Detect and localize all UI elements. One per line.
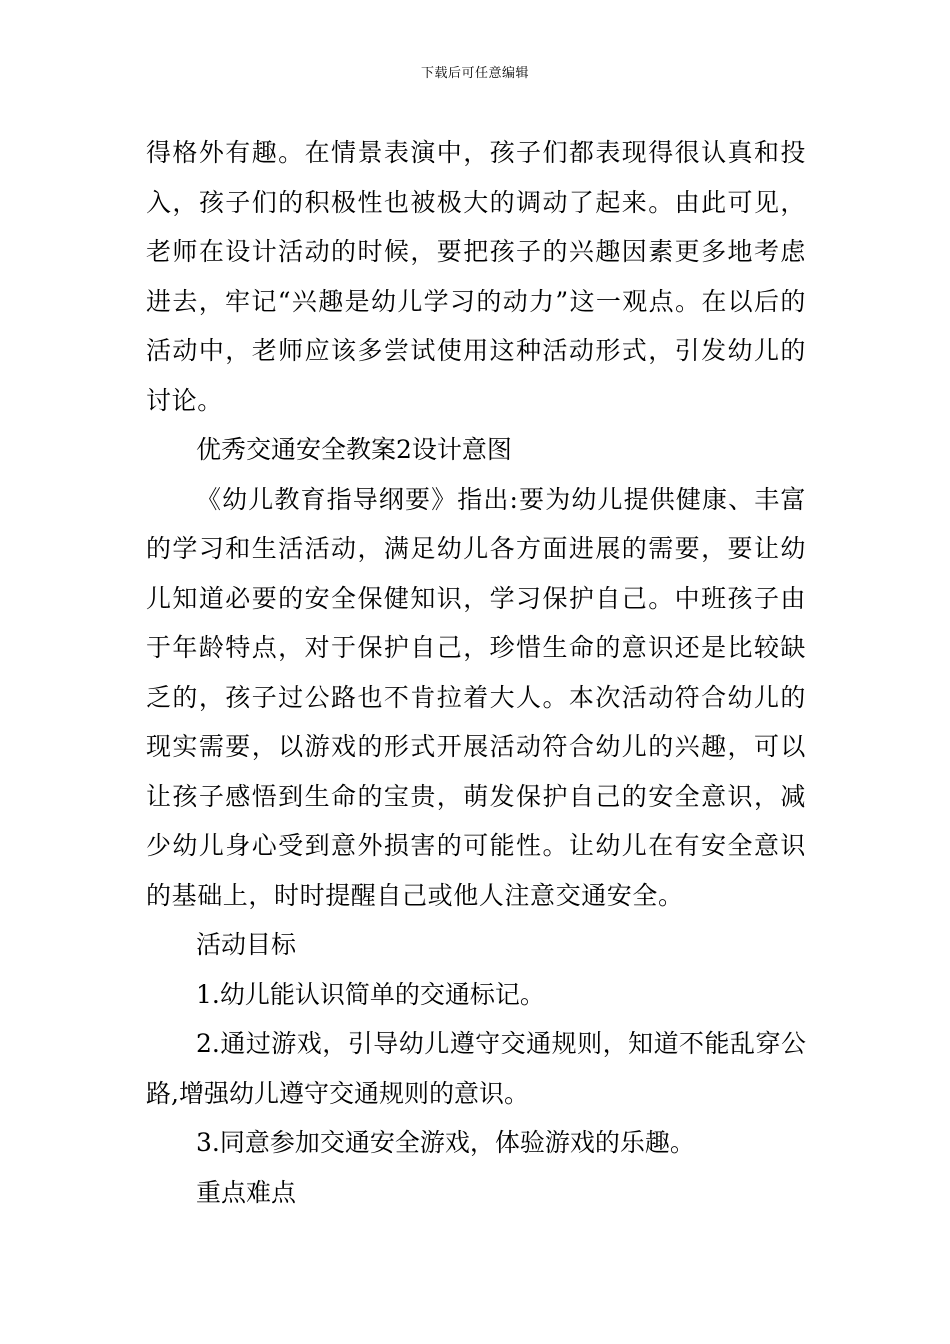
page-header-note: 下载后可任意编辑 (420, 66, 529, 81)
goal-item-1: 1.幼儿能认识简单的交通标记。 (196, 979, 545, 1009)
document-body (146, 128, 806, 1217)
goal-item-3: 3.同意参加交通安全游戏，体验游戏的乐趣。 (196, 1128, 695, 1157)
section-heading-activity-goals: 活动目标 (196, 930, 297, 959)
section-heading-design-intent: 优秀交通安全教案2设计意图 (196, 435, 512, 464)
section-heading-key-points: 重点难点 (196, 1177, 297, 1207)
paragraph-design-intent: 《幼儿教育指导纲要》指出:要为幼儿提供健康、丰富的学习和生活活动，满足幼儿各方面进展的需要，要让幼儿知道必要的安全保健知识，学习保护自己。中班孩子由于年龄特点，对于保护自己，珍惜生命的意识还是比较缺乏的，孩子过公路也不肯拉着大人。本次活动符合幼儿的现实需要，以游戏的形式开展活动符合幼儿的兴趣，可以让孩子感悟到生命的宝贵，萌发保护自己的安全意识，减少幼儿身心受到意外损害的可能性。让幼儿在有安全意识的基础上，时时提醒自己或他人注意交通安全。 (146, 484, 806, 910)
goal-item-2: 2.通过游戏，引导幼儿遵守交通规则，知道不能乱穿公路,增强幼儿遵守交通规则的意识。 (146, 1029, 806, 1108)
paragraph-reflection-conclusion: 得格外有趣。在情景表演中，孩子们都表现得很认真和投入，孩子们的积极性也被极大的调动了起来。由此可见，老师在设计活动的时候，要把孩子的兴趣因素更多地考虑进去，牢记“兴趣是幼儿学习的动力”这一观点。在以后的活动中，老师应该多尝试使用这种活动形式，引发幼儿的讨论。 (146, 138, 806, 415)
